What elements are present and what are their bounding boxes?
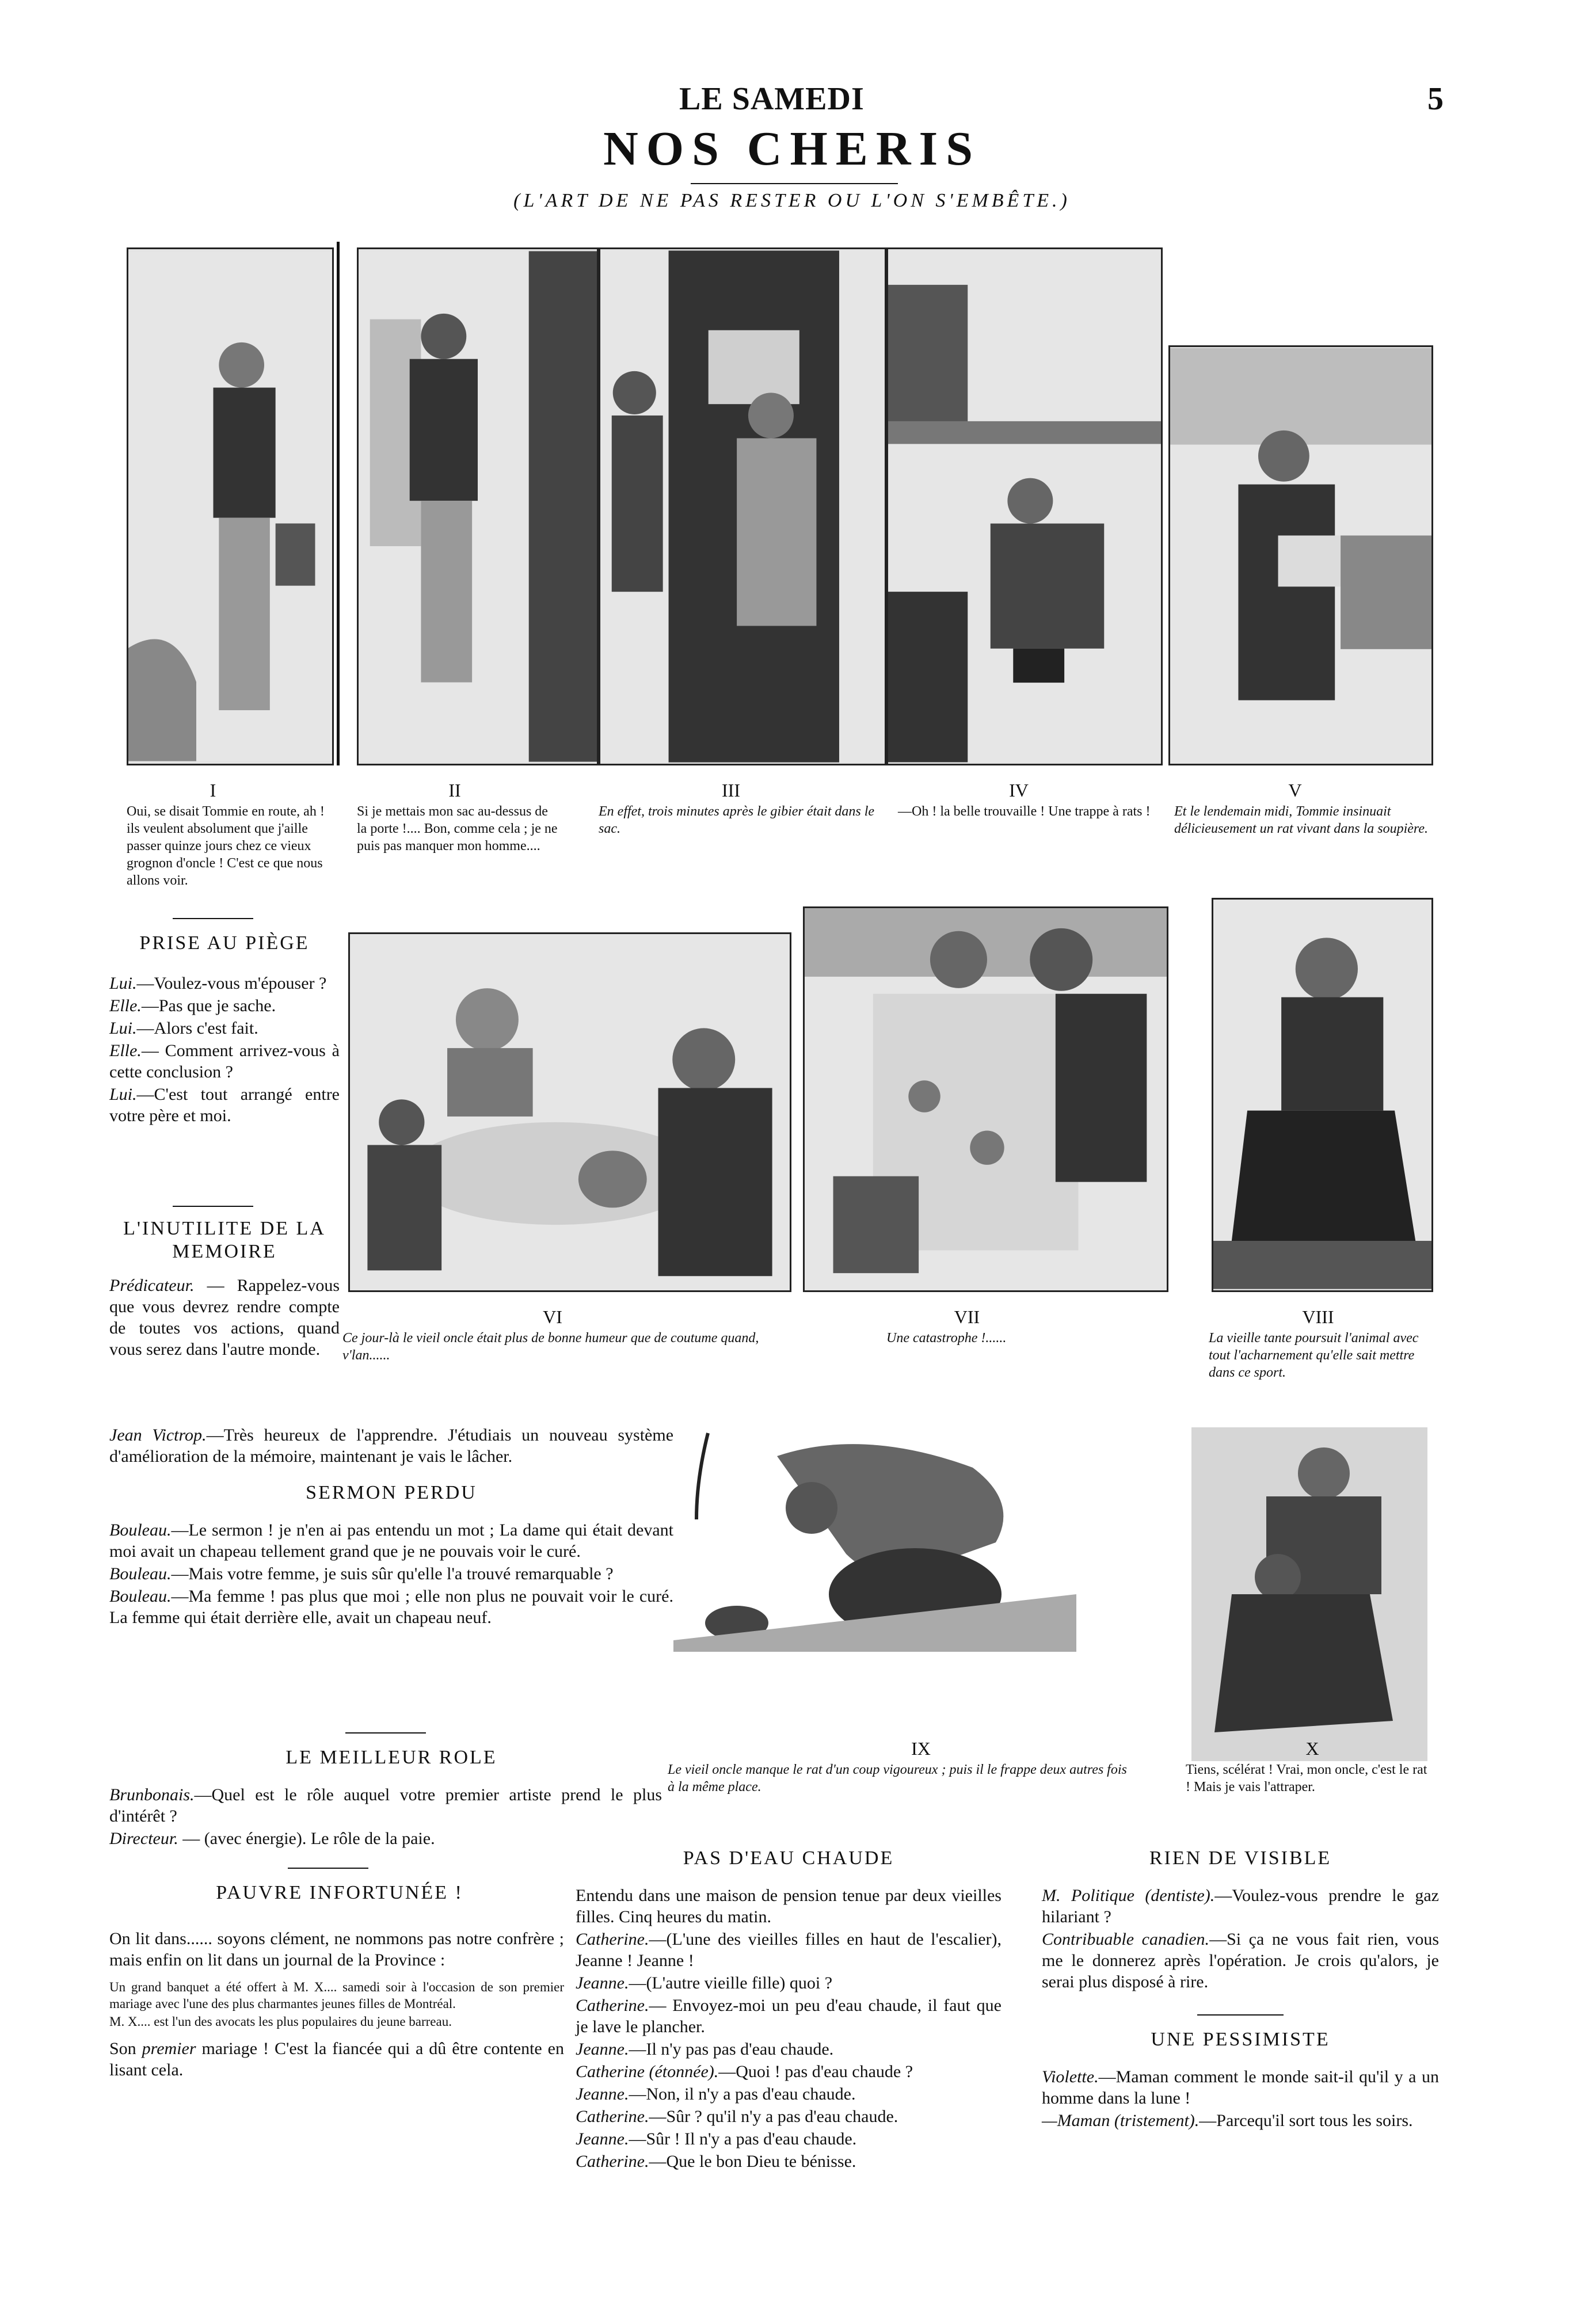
comic-panel-2 (357, 247, 599, 765)
panel-illustration (1180, 1422, 1439, 1767)
panel-numeral: VIII (1302, 1306, 1334, 1327)
comic-panel-8 (1212, 898, 1433, 1292)
dialogue-line: —Parcequ'il sort tous les soirs. (1199, 2111, 1413, 2130)
comic-panel-3 (599, 247, 886, 765)
panel-numeral: I (210, 780, 216, 801)
speaker: Directeur. (109, 1829, 178, 1848)
dialogue-line: —Quel est le rôle auquel votre premier artiste prend le plus d'intérêt ? (109, 1785, 662, 1826)
speaker: Jeanne. (576, 2129, 629, 2148)
section-rule (345, 1732, 426, 1734)
article-meilleur (109, 1784, 662, 1850)
speaker: —Maman (tristement). (1042, 2111, 1200, 2130)
article-eau (576, 1885, 1002, 2173)
section-heading-rien: RIEN DE VISIBLE (1149, 1847, 1332, 1869)
comic-panel-9 (673, 1422, 1076, 1652)
speaker: M. Politique (dentiste). (1042, 1886, 1215, 1905)
panel-caption: Oui, se disait Tommie en route, ah ! ils veulent absolument que j'aille passer quinze jours chez ce vieux grognon d'oncle ! C'est ce que nous allons voir. (127, 804, 325, 888)
speaker: Catherine. (576, 2152, 649, 2171)
panel-numeral: II (448, 780, 461, 801)
panel-numeral: X (1305, 1738, 1319, 1759)
panel-numeral: VII (954, 1306, 980, 1327)
dialogue-line: —Alors c'est fait. (136, 1019, 258, 1038)
panel-illustration (888, 249, 1161, 764)
dialogue-line: — Comment arrivez-vous à cette conclusion ? (109, 1041, 340, 1081)
article-intro: Entendu dans une maison de pension tenue par deux vieilles filles. Cinq heures du matin. (576, 1886, 1002, 1926)
panel-illustration (359, 249, 597, 764)
dialogue-line: —Pas que je sache. (141, 996, 276, 1015)
dialogue-line: —(L'autre vieille fille) quoi ? (629, 1974, 833, 1992)
article-text: Son (109, 2039, 142, 2058)
article-inutilite-part1 (109, 1275, 340, 1361)
comic-panel-6 (348, 932, 791, 1292)
dialogue-line: —Le sermon ! je n'en ai pas entendu un mot ; La dame qui était devant moi avait un chapeau tellement grand que je ne pouvais voir le curé. (109, 1521, 673, 1561)
speaker: Bouleau. (109, 1564, 172, 1583)
dialogue-line: — Envoyez-moi un peu d'eau chaude, il faut que je lave le plancher. (576, 1996, 1002, 2036)
section-rule (1197, 2014, 1284, 2016)
dialogue-line: —Non, il n'y a pas d'eau chaude. (629, 2085, 856, 2104)
speaker: Catherine. (576, 2107, 649, 2126)
article-text: mariage ! C'est la fiancée qui a dû être contente en lisant cela. (109, 2039, 564, 2079)
panel-illustration (1213, 900, 1431, 1290)
panel-caption: —Oh ! la belle trouvaille ! Une trappe à rats ! (898, 804, 1151, 819)
panel-numeral: IX (911, 1738, 931, 1759)
article-quote: M. X.... est l'un des avocats les plus populaires du jeune barreau. (109, 2014, 452, 2029)
dialogue-line: — (avec énergie). Le rôle de la paie. (178, 1829, 435, 1848)
dialogue-line: —Que le bon Dieu te bénisse. (649, 2152, 856, 2171)
panel-numeral: VI (543, 1306, 562, 1327)
speaker: Catherine. (576, 1996, 649, 2015)
masthead: LE SAMEDI (679, 81, 865, 117)
speaker: Elle. (109, 1041, 142, 1060)
section-heading-meilleur: LE MEILLEUR ROLE (285, 1747, 497, 1768)
dialogue-line: —Ma femme ! pas plus que moi ; elle non plus ne pouvait voir le curé. La femme qui était derrière elle, avait un chapeau neuf. (109, 1587, 673, 1627)
section-heading-eau: PAS D'EAU CHAUDE (683, 1847, 894, 1869)
dialogue-line: —Il n'y pas pas d'eau chaude. (629, 2040, 834, 2059)
article-quote: Un grand banquet a été offert à M. X.... samedi soir à l'occasion de son premier mariage avec l'une des plus charmantes jeunes filles de Montréal. (109, 1980, 564, 2011)
dialogue-line: —Sûr ! Il n'y a pas d'eau chaude. (629, 2129, 857, 2148)
panel-numeral: III (722, 780, 740, 801)
speaker: Contribuable canadien. (1042, 1930, 1210, 1949)
panel-caption: En effet, trois minutes après le gibier était dans le sac. (599, 804, 875, 836)
speaker: Brunbonais. (109, 1785, 195, 1804)
article-pessimiste (1042, 2066, 1439, 2132)
panel-caption: La vieille tante poursuit l'animal avec tout l'acharnement qu'elle sait mettre dans ce sport. (1209, 1331, 1419, 1380)
panel-numeral: V (1288, 780, 1302, 801)
article-prise (109, 973, 340, 1127)
dialogue-line: —(L'une des vieilles filles en haut de l'escalier), Jeanne ! Jeanne ! (576, 1930, 1002, 1970)
dialogue-line: —C'est tout arrangé entre votre père et moi. (109, 1085, 340, 1125)
panel-caption: Une catastrophe !...... (886, 1331, 1007, 1346)
speaker: Jeanne. (576, 2085, 629, 2104)
section-heading-sermon: SERMON PERDU (306, 1482, 477, 1503)
dialogue-line: —Voulez-vous prendre le gaz hilariant ? (1042, 1886, 1439, 1926)
dialogue-line: —Si ça ne vous fait rien, vous me le donnerez après l'opération. Je crois qu'alors, je serai plus disposé à rire. (1042, 1930, 1439, 1991)
page-title: NOS CHERIS (603, 122, 981, 176)
article-intro: On lit dans...... soyons clément, ne nommons pas notre confrère ; mais enfin on lit dans un journal de la Province : (109, 1929, 564, 1969)
speaker: Prédicateur. (109, 1276, 195, 1295)
comic-panel-10 (1180, 1422, 1439, 1767)
dialogue-line: —Sûr ? qu'il n'y a pas d'eau chaude. (649, 2107, 898, 2126)
panel-caption: Ce jour-là le vieil oncle était plus de bonne humeur que de coutume quand, v'lan...... (342, 1331, 759, 1363)
section-rule (173, 1206, 253, 1207)
dialogue-line: —Maman comment le monde sait-il qu'il y a un homme dans la lune ! (1042, 2067, 1439, 2108)
speaker: Jean Victrop. (109, 1426, 207, 1445)
page-subtitle: (L'ART DE NE PAS RESTER OU L'ON S'EMBÊTE.) (513, 190, 1071, 211)
speaker: Elle. (109, 996, 142, 1015)
panel-numeral: IV (1009, 780, 1029, 801)
dialogue-line: —Mais votre femme, je suis sûr qu'elle l'a trouvé remarquable ? (171, 1564, 614, 1583)
comic-panel-7 (803, 906, 1168, 1292)
panel-illustration (600, 249, 885, 764)
article-rien (1042, 1885, 1439, 1994)
article-pauvre (109, 1928, 564, 2082)
speaker: Bouleau. (109, 1587, 172, 1606)
panel-caption: Tiens, scélérat ! Vrai, mon oncle, c'est le rat ! Mais je vais l'attraper. (1186, 1762, 1427, 1795)
speaker: Catherine (étonnée). (576, 2062, 719, 2081)
article-sermon (109, 1519, 673, 1629)
speaker: Lui. (109, 1019, 137, 1038)
comic-panel-5 (1168, 345, 1433, 765)
panel-divider (337, 242, 340, 765)
dialogue-line: — Rappelez-vous que vous devrez rendre compte de toutes vos actions, quand vous serez dans l'autre monde. (109, 1276, 340, 1359)
dialogue-line: —Très heureux de l'apprendre. J'étudiais un nouveau système d'amélioration de la mémoire, maintenant je vais le lâcher. (109, 1426, 674, 1466)
speaker: Violette. (1042, 2067, 1099, 2086)
title-rule (691, 183, 898, 184)
comic-panel-4 (886, 247, 1163, 765)
panel-illustration (128, 249, 332, 764)
section-heading-pauvre: PAUVRE INFORTUNÉE ! (216, 1882, 463, 1903)
dialogue-line: —Voulez-vous m'épouser ? (136, 974, 327, 993)
panel-illustration (1170, 347, 1431, 764)
section-heading-pessimiste: UNE PESSIMISTE (1151, 2029, 1330, 2050)
speaker: Jeanne. (576, 2040, 629, 2059)
page-number: 5 (1427, 81, 1444, 117)
dialogue-line: —Quoi ! pas d'eau chaude ? (718, 2062, 913, 2081)
panel-illustration (350, 934, 790, 1290)
comic-panel-1 (127, 247, 334, 765)
panel-illustration (673, 1422, 1076, 1652)
panel-caption: Le vieil oncle manque le rat d'un coup vigoureux ; puis il le frappe deux autres fois à la même place. (668, 1762, 1127, 1795)
speaker: Lui. (109, 1085, 137, 1104)
speaker: Lui. (109, 974, 137, 993)
section-heading-inutilite: L'INUTILITE DE LA MEMOIRE (123, 1218, 326, 1262)
section-heading-prise: PRISE AU PIÈGE (139, 932, 310, 954)
panel-caption: Et le lendemain midi, Tommie insinuait délicieusement un rat vivant dans la soupière. (1174, 804, 1429, 836)
speaker: Catherine. (576, 1930, 649, 1949)
section-rule (173, 918, 253, 919)
panel-illustration (805, 908, 1167, 1290)
panel-caption: Si je mettais mon sac au-dessus de la porte !.... Bon, comme cela ; je ne puis pas manquer mon homme.... (357, 804, 558, 854)
section-rule (288, 1868, 368, 1869)
emphasis: premier (142, 2039, 196, 2058)
article-inutilite-part2 (109, 1424, 673, 1468)
speaker: Jeanne. (576, 1974, 629, 1992)
speaker: Bouleau. (109, 1521, 172, 1540)
